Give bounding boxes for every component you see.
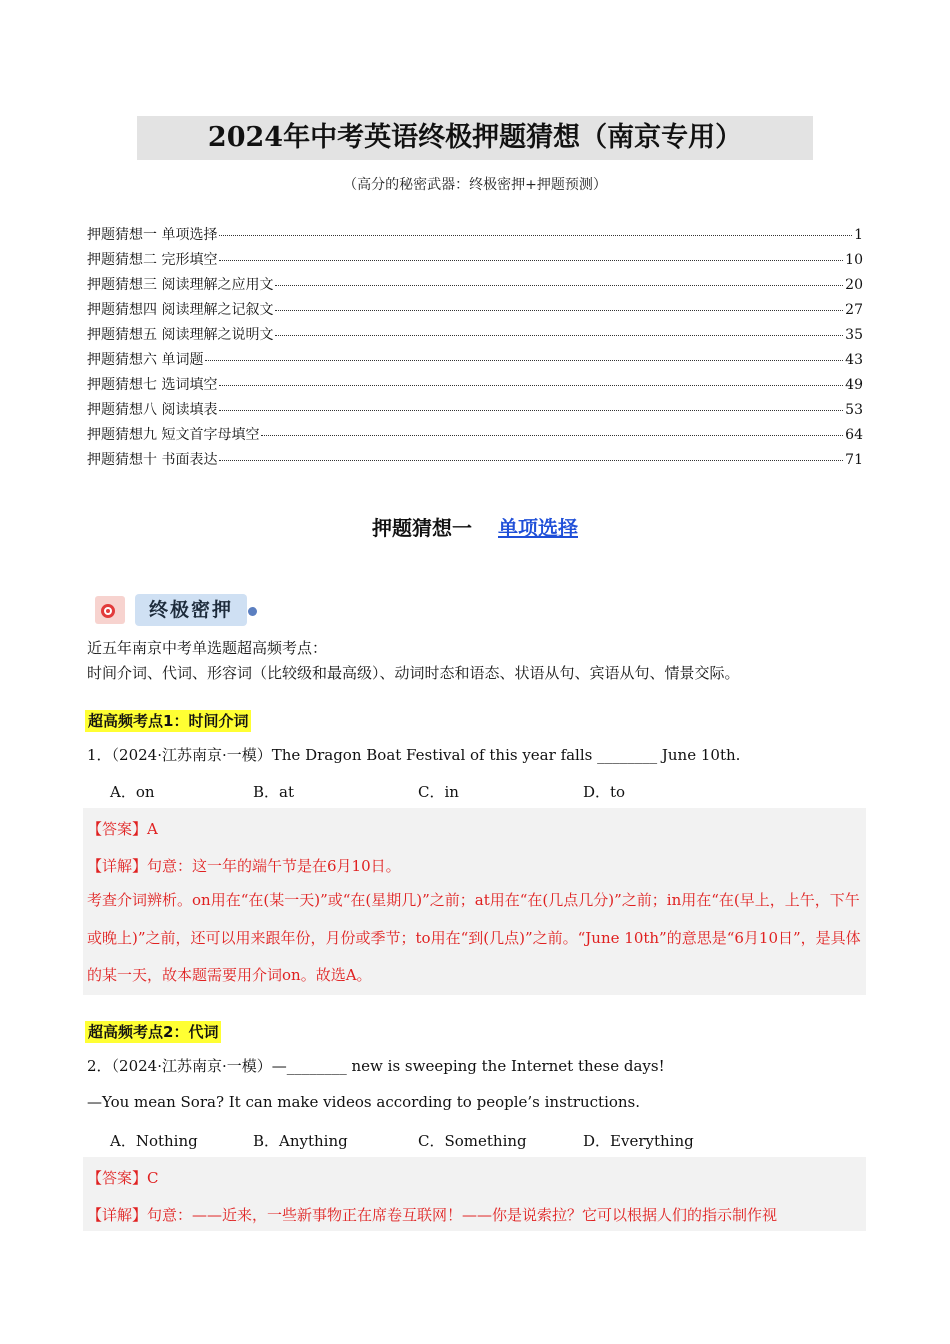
toc-leader	[219, 460, 843, 461]
toc-page-number: 53	[845, 402, 863, 418]
detail-2-line-1: 【详解】句意：——近来，一些新事物正在席卷互联网！——你是说索拉？它可以根据人们的指示制作视	[87, 1206, 778, 1224]
toc-page-number: 35	[845, 327, 863, 343]
detail-1-explanation: 考查介词辨析。on用在“在(某一天)”或“在(星期几)”之前；at用在“在(几点几分)”之前；in用在“在(早上，上午，下午或晚上)”之前，还可以用来跟年份，月份或季节；to用在“到(几点)”之前。“June 10th”的意思是“6月10日”，是具体的某一天，故本题需要用介词on。故选A。	[87, 891, 861, 984]
intro-line-1: 近五年南京中考单选题超高频考点：	[87, 639, 328, 657]
question-2: 2．（2024·江苏南京·一模）—________ new is sweeping the Internet these days!	[87, 1057, 665, 1075]
option-a[interactable]: A．Nothing	[110, 1132, 198, 1150]
target-icon	[95, 596, 125, 624]
answer-1: 【答案】A	[87, 820, 158, 838]
toc-leader	[205, 360, 843, 361]
toc-leader	[261, 435, 843, 436]
section-link[interactable]: 单项选择	[498, 516, 578, 540]
toc-label: 押题猜想九 短文首字母填空	[87, 427, 260, 443]
toc-entry[interactable]	[87, 299, 863, 324]
question-1: 1．（2024·江苏南京·一模）The Dragon Boat Festival of this year falls ________ June 10th.	[87, 746, 741, 764]
answer-box-2	[83, 1157, 866, 1231]
option-b[interactable]: B．at	[253, 783, 294, 801]
toc-label: 押题猜想一 单项选择	[87, 227, 218, 243]
option-d[interactable]: D．to	[583, 783, 626, 801]
option-b[interactable]: B．Anything	[253, 1132, 348, 1150]
point-1-title: 超高频考点1：时间介词	[85, 710, 251, 732]
toc-page-number: 64	[845, 427, 863, 443]
answer-box-1	[83, 808, 866, 995]
toc-leader	[275, 285, 843, 286]
section-heading	[0, 512, 950, 541]
toc-entry[interactable]	[87, 224, 863, 249]
toc-page-number: 27	[845, 302, 863, 318]
toc-entry[interactable]	[87, 324, 863, 349]
document-subtitle: （高分的秘密武器：终极密押+押题预测）	[343, 177, 607, 193]
toc-label: 押题猜想七 选词填空	[87, 377, 218, 393]
toc-label: 押题猜想五 阅读理解之说明文	[87, 327, 274, 343]
option-c[interactable]: C．in	[418, 783, 459, 801]
section-prefix: 押题猜想一	[372, 516, 472, 540]
option-c[interactable]: C．Something	[418, 1132, 527, 1150]
toc-page-number: 20	[845, 277, 863, 293]
badge-label: 终极密押	[135, 594, 247, 626]
toc-page-number: 1	[854, 227, 863, 243]
point-2-title: 超高频考点2：代词	[85, 1021, 221, 1043]
dot-icon	[248, 607, 257, 616]
toc-leader	[219, 235, 852, 236]
toc-entry[interactable]	[87, 374, 863, 399]
toc-label: 押题猜想三 阅读理解之应用文	[87, 277, 274, 293]
toc-label: 押题猜想八 阅读填表	[87, 402, 218, 418]
question-2-reply: —You mean Sora? It can make videos according to people’s instructions.	[87, 1093, 641, 1111]
toc-entry[interactable]	[87, 249, 863, 274]
detail-1-line-1: 【详解】句意：这一年的端午节是在6月10日。	[87, 857, 401, 875]
intro-line-2: 时间介词、代词、形容词（比较级和最高级）、动词时态和语态、状语从句、宾语从句、情景交际。	[87, 664, 740, 682]
option-d[interactable]: D．Everything	[583, 1132, 694, 1150]
toc-label: 押题猜想四 阅读理解之记叙文	[87, 302, 274, 318]
toc-entry[interactable]	[87, 399, 863, 424]
toc-page-number: 49	[845, 377, 863, 393]
toc-label: 押题猜想十 书面表达	[87, 452, 218, 468]
document-title: 2024年中考英语终极押题猜想（南京专用）	[137, 116, 813, 160]
toc-label: 押题猜想六 单词题	[87, 352, 204, 368]
toc-leader	[219, 260, 843, 261]
toc-entry[interactable]	[87, 424, 863, 449]
toc-leader	[219, 410, 843, 411]
toc-leader	[219, 385, 843, 386]
toc-entry[interactable]	[87, 449, 863, 474]
toc-leader	[275, 335, 843, 336]
toc-page-number: 43	[845, 352, 863, 368]
answer-2: 【答案】C	[87, 1169, 159, 1187]
badge	[95, 592, 260, 628]
toc-page-number: 71	[845, 452, 863, 468]
option-a[interactable]: A．on	[110, 783, 155, 801]
toc-entry[interactable]	[87, 349, 863, 374]
toc-label: 押题猜想二 完形填空	[87, 252, 218, 268]
toc-entry[interactable]	[87, 274, 863, 299]
toc-leader	[275, 310, 843, 311]
toc-page-number: 10	[845, 252, 863, 268]
table-of-contents	[87, 224, 863, 474]
